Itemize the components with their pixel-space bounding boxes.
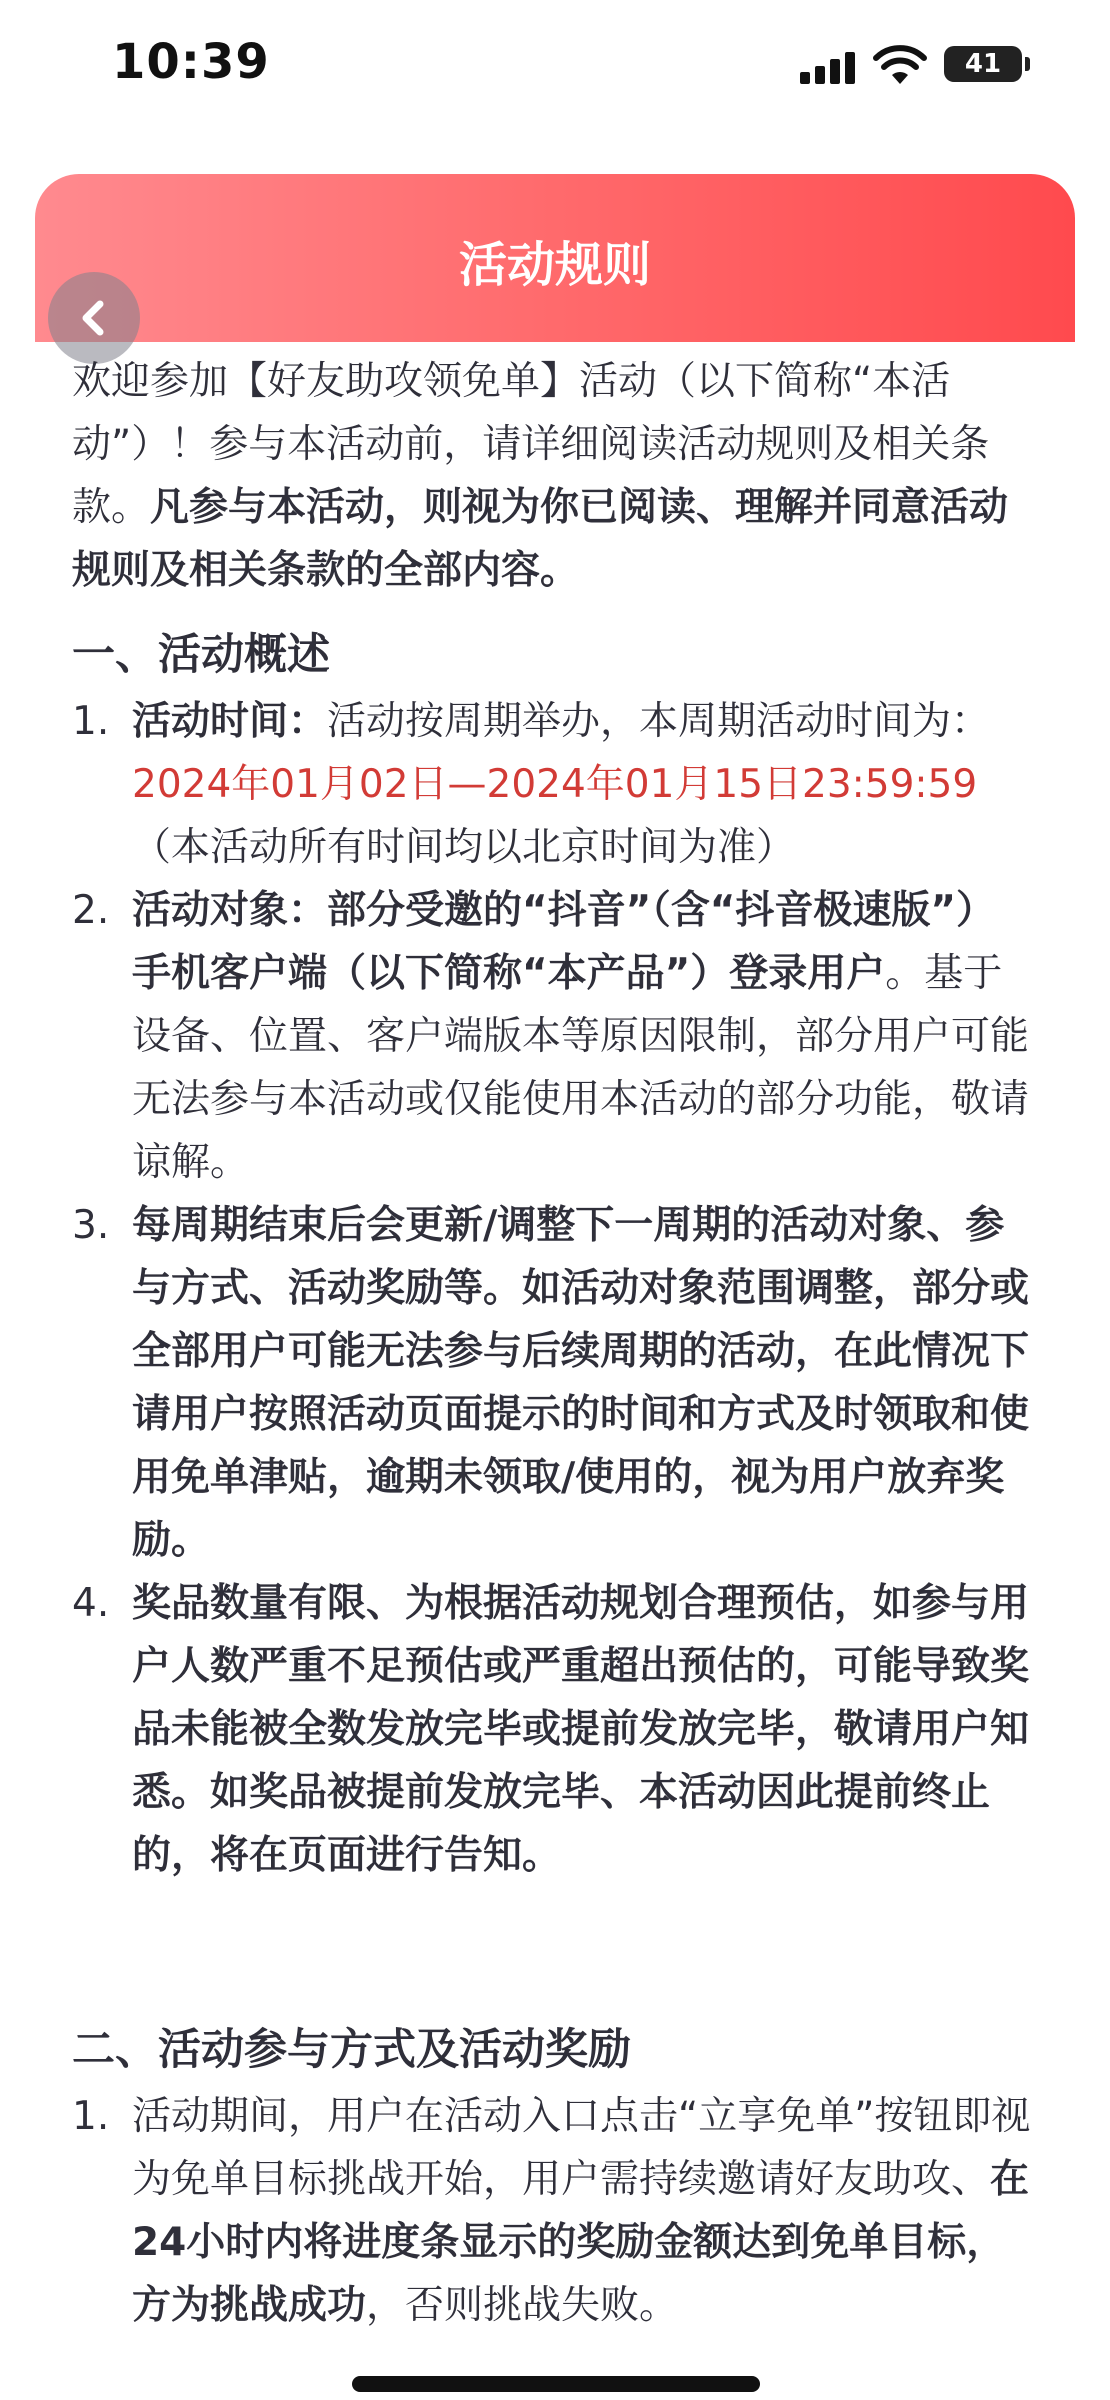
rules-content	[72, 350, 1032, 2337]
item-label: 活动时间：	[132, 699, 328, 744]
status-time: 10:39	[112, 34, 270, 90]
list-item	[72, 1572, 1032, 1887]
overview-list	[72, 690, 1032, 1887]
list-item	[72, 879, 1032, 1194]
item-text-end: ，否则挑战失败。	[366, 2283, 679, 2328]
item-text: 。基于设备、位置、客户端版本等原因限制，部分用户可能无法参与本活动或仅能使用本活动的部分功能，敬请谅解。	[132, 951, 1030, 1185]
section-overview	[72, 620, 1032, 1887]
section-title: 一、活动概述	[72, 630, 330, 680]
item-number: 1.	[72, 699, 110, 744]
intro-paragraph	[72, 350, 1032, 602]
section-title: 二、活动参与方式及活动奖励	[72, 2025, 631, 2075]
wifi-icon	[872, 44, 928, 90]
item-number: 1.	[72, 2094, 110, 2139]
item-number: 4.	[72, 1581, 110, 1626]
list-item	[72, 690, 1032, 879]
chevron-left-icon	[76, 298, 112, 338]
item-label: 活动对象：	[132, 888, 328, 933]
participation-list	[72, 2085, 1032, 2337]
list-item	[72, 2085, 1032, 2337]
item-number: 2.	[72, 888, 110, 933]
item-bold-text: 奖品数量有限、为根据活动规划合理预估，如参与用户人数严重不足预估或严重超出预估的，可能导致奖品未能被全数发放完毕或提前发放完毕，敬请用户知悉。如奖品被提前发放完毕、本活动因此提前终止的，将在页面进行告知。	[132, 1581, 1030, 1878]
list-item	[72, 1194, 1032, 1572]
item-bold-text: 每周期结束后会更新/调整下一周期的活动对象、参与方式、活动奖励等。如活动对象范围调整，部分或全部用户可能无法参与后续周期的活动，在此情况下请用户按照活动页面提示的时间和方式及时领取和使用免单津贴，逾期未领取/使用的，视为用户放弃奖励。	[132, 1203, 1030, 1563]
intro-text: 欢迎参加【好友助攻领免单】活动（以下简称“本活动”）！参与本活动前，请详细阅读活动规则及相关条款。	[72, 359, 990, 530]
item-text: 活动期间，用户在活动入口点击“立享免单”按钮即视为免单目标挑战开始，用户需持续邀请好友助攻、	[132, 2094, 1031, 2202]
section-participation	[72, 2015, 1032, 2337]
item-bold-text: 部分受邀的“抖音”（含“抖音极速版”）手机客户端（以下简称“本产品”）登录用户	[132, 888, 996, 996]
activity-period: 2024年01月02日—2024年01月15日23:59:59	[132, 762, 978, 807]
item-note: （本活动所有时间均以北京时间为准）	[132, 825, 796, 870]
item-bold-text: 在24小时内将进度条显示的奖励金额达到免单目标，方为挑战成功	[132, 2157, 1030, 2328]
battery-icon: 41	[944, 46, 1022, 82]
rules-header	[35, 174, 1075, 342]
cellular-signal-icon	[800, 50, 860, 84]
intro-bold-text: 凡参与本活动，则视为你已阅读、理解并同意活动规则及相关条款的全部内容。	[72, 485, 1009, 593]
status-bar	[0, 0, 1110, 130]
item-number: 3.	[72, 1203, 110, 1248]
page-title: 活动规则	[458, 237, 651, 293]
item-text: 活动按周期举办，本周期活动时间为：	[327, 699, 991, 744]
home-indicator[interactable]	[352, 2376, 760, 2392]
